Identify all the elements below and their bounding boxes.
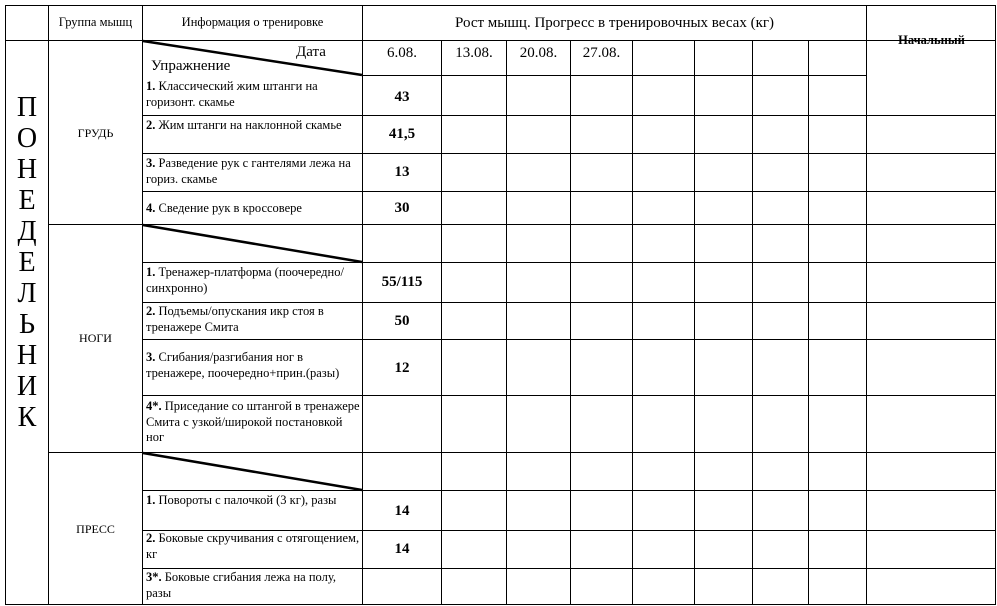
value-cell: 13 bbox=[394, 164, 410, 180]
day-letter: К bbox=[17, 402, 37, 433]
exercise-num: 1. bbox=[146, 265, 156, 279]
date-label: Дата bbox=[296, 44, 326, 60]
exercise-text: Тренажер-платформа (поочередно/синхронно) bbox=[146, 265, 344, 295]
day-letter: Н bbox=[16, 154, 38, 185]
exercise-text: Сведение рук в кроссовере bbox=[158, 201, 302, 215]
exercise-cell bbox=[143, 531, 362, 562]
exercise-cell bbox=[143, 265, 362, 296]
exercise-cell bbox=[143, 493, 362, 509]
header-group-col: Группа мышц bbox=[58, 15, 133, 29]
day-letter: Е bbox=[18, 247, 36, 278]
day-letters bbox=[6, 92, 48, 433]
value-cell: 43 bbox=[394, 89, 410, 105]
exercise-text: Подъемы/опускания икр стоя в тренажере Смита bbox=[146, 304, 324, 334]
day-letter: П bbox=[16, 92, 38, 123]
exercise-cell bbox=[143, 304, 362, 335]
exercise-cell bbox=[143, 156, 362, 187]
group-name: ПРЕСС bbox=[76, 522, 115, 536]
exercise-num: 3. bbox=[146, 350, 156, 364]
day-letter: Е bbox=[18, 185, 36, 216]
exercise-text: Боковые скручивания с отягощением, кг bbox=[146, 531, 360, 561]
exercise-text: Боковые сгибания лежа на полу, разы bbox=[146, 570, 336, 600]
day-letter: И bbox=[16, 371, 38, 402]
exercise-num: 1. bbox=[146, 493, 156, 507]
day-letter: Н bbox=[16, 340, 38, 371]
exercise-num: 2. bbox=[146, 304, 156, 318]
day-letter: Ь bbox=[18, 309, 36, 340]
exercise-text: Классический жим штанги на горизонт. скамье bbox=[146, 79, 318, 109]
header-info-col: Информация о тренировке bbox=[181, 15, 324, 29]
exercise-text: Жим штанги на наклонной скамье bbox=[158, 118, 342, 132]
group-name: ГРУДЬ bbox=[77, 126, 114, 140]
exercise-text: Сгибания/разгибания ног в тренажере, поочередно+прин.(разы) bbox=[146, 350, 340, 380]
exercise-cell bbox=[143, 118, 362, 134]
exercise-label: Упражнение bbox=[151, 58, 231, 74]
exercise-cell bbox=[143, 201, 362, 217]
day-letter: Д bbox=[17, 216, 37, 247]
value-cell: 14 bbox=[394, 503, 410, 519]
group-name: НОГИ bbox=[79, 331, 112, 345]
exercise-num: 1. bbox=[146, 79, 156, 93]
day-letter: Л bbox=[17, 278, 37, 309]
value-cell: 14 bbox=[394, 541, 410, 557]
exercise-num: 4*. bbox=[146, 399, 162, 413]
value-cell: 12 bbox=[394, 360, 410, 376]
exercise-cell bbox=[143, 399, 362, 446]
header-start-col: Начальный bbox=[898, 33, 965, 47]
value-cell: 30 bbox=[394, 200, 410, 216]
exercise-text: Разведение рук с гантелями лежа на гориз. скамье bbox=[146, 156, 351, 186]
exercise-text: Приседание со штангой в тренажере Смита с узкой/широкой постановкой ног bbox=[146, 399, 360, 445]
header-progress-title: Рост мышц. Прогресс в тренировочных весах (кг) bbox=[454, 15, 774, 31]
value-cell: 55/115 bbox=[381, 274, 423, 290]
exercise-text: Повороты с палочкой (3 кг), разы bbox=[158, 493, 337, 507]
exercise-num: 2. bbox=[146, 118, 156, 132]
exercise-cell bbox=[143, 79, 362, 110]
exercise-num: 4. bbox=[146, 201, 156, 215]
date-cell: 27.08. bbox=[582, 45, 621, 61]
exercise-num: 2. bbox=[146, 531, 156, 545]
exercise-num: 3*. bbox=[146, 570, 162, 584]
exercise-cell bbox=[143, 570, 362, 601]
exercise-num: 3. bbox=[146, 156, 156, 170]
day-label bbox=[6, 92, 48, 433]
value-cell: 50 bbox=[394, 313, 410, 329]
day-letter: О bbox=[16, 123, 38, 154]
exercise-cell bbox=[143, 350, 362, 381]
date-cell: 6.08. bbox=[387, 45, 417, 61]
value-cell: 41,5 bbox=[388, 126, 416, 142]
date-cell: 13.08. bbox=[455, 45, 493, 61]
date-cell: 20.08. bbox=[519, 45, 558, 61]
